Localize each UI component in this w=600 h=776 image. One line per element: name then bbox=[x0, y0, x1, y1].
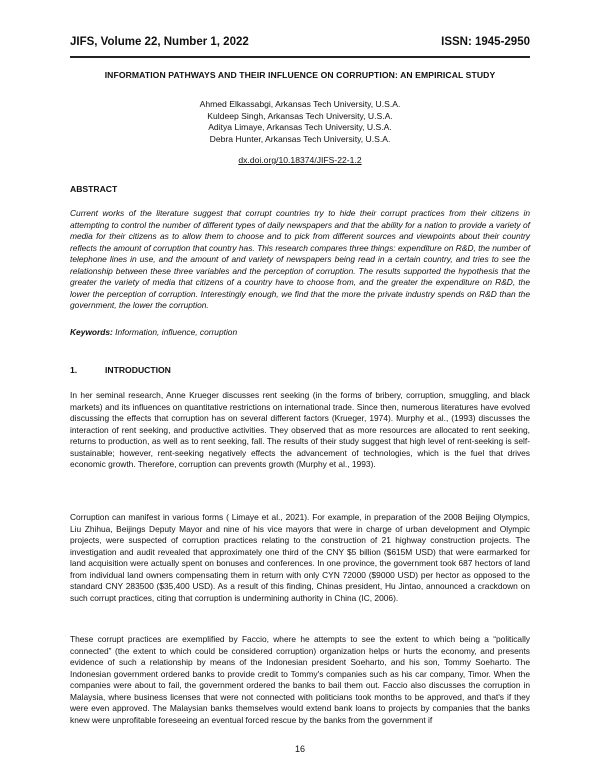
author-line: Kuldeep Singh, Arkansas Tech University, U.S.A. bbox=[207, 110, 393, 121]
keywords-label: Keywords: bbox=[70, 327, 113, 337]
section-heading bbox=[70, 365, 171, 375]
author-line: Debra Hunter, Arkansas Tech University, U.S.A. bbox=[209, 134, 391, 145]
section-number: 1. bbox=[70, 365, 78, 375]
page-number: 16 bbox=[294, 744, 305, 754]
running-header bbox=[70, 36, 530, 56]
issn: ISSN: 1945-2950 bbox=[441, 36, 530, 48]
keywords-text: Information, influence, corruption bbox=[115, 327, 238, 337]
body-paragraph: These corrupt practices are exemplified by Faccio, where he attempts to see the extent to which being a “politically connected” (the extent to which could be considered corruption) organization helps or hurts the economy, and presents evidence of such a relationship by means of the Indonesian president Soeharto, and his son, Tommy Soeharto. The Indonesian government ordered banks to provide credit to Tommy's companies such as his car company, Timor. When the companies were about to fail, the government ordered the banks to bail them out. Faccio also discusses the corruption in Malaysia, where business licenses that were not connected with politicians took months to be approved, and that's if they were even approved. The Malaysian banks themselves would extend bank loans to projects by companies that the banks knew were unprofitable foreseeing an eventual forced rescue by the banks from the government if bbox=[70, 634, 530, 725]
abstract-text: Current works of the literature suggest that corrupt countries try to hide their corrupt practices from their citizens in attempting to control the number of different types of daily newspapers and that the ability for a nation to provide a variety of media for their citizens as to allow them to choose and to pick from different sources and viewpoints about their country reflects the amount of corruption that country has. This research compares three things: expenditure on R&D, the number of telephone lines in use, and the amount of and variety of newspapers being read in a certain country, and tries to see the relationship between these three variables and the perception of corruption. The results supported the hypothesis that the greater the variety of media that citizens of a country have to choose from, and the greater the expenditure on R&D, the lower the perception of corruption. Interestingly enough, we find that the more the private industry spends on R&D than the government, the lower the corruption. bbox=[70, 208, 530, 311]
body-paragraph: In her seminal research, Anne Krueger discusses rent seeking (in the forms of bribery, corruption, smuggling, and black markets) and its influences on quantitative restrictions on international trade. Since then, numerous literatures have evolved discussing the effects that corruption has on several different factors (Krueger, 1974). Murphy et al., (1993) discusses the interaction of rent seeking, and productive activities. They observed that as more resources are allocated to rent seeking, returns to production, as well as to rent seeking, fall. The results of their study suggest that high level of rent-seeking is self-sustainable; however, rent-seeking negatively effects the advancement of technologies, which is the fuel that drives economic growth. Therefore, corruption can prevents growth (Murphy et al., 1993). bbox=[70, 390, 530, 470]
author-line: Ahmed Elkassabgi, Arkansas Tech University, U.S.A. bbox=[199, 99, 401, 109]
doi-link[interactable]: dx.doi.org/10.18374/JIFS-22-1.2 bbox=[238, 155, 362, 165]
keywords-line bbox=[70, 327, 530, 337]
journal-info: JIFS, Volume 22, Number 1, 2022 bbox=[70, 36, 249, 48]
abstract-heading: ABSTRACT bbox=[70, 184, 118, 194]
header-rule bbox=[70, 56, 530, 58]
author-list bbox=[70, 99, 530, 146]
paper-title: INFORMATION PATHWAYS AND THEIR INFLUENCE ON CORRUPTION: AN EMPIRICAL STUDY bbox=[104, 70, 496, 80]
body-paragraph: Corruption can manifest in various forms ( Limaye et al., 2021). For example, in preparation of the 2008 Beijing Olympics, Liu Zhihua, Beijings Deputy Mayor and nine of his vice mayors that were in charge of urban development and Olympic projects, were suspected of corruption practices relating to the construction of 21 highway construction projects. The investigation and audit revealed that approximately one third of the CNY $5 billion ($615M USD) that were earmarked for land acquisition were actually spent on bonuses and conferences. In one province, the government took 687 hectors of land from individual land owners compensating them in return with only CYN 72000 ($9000 USD) per hector as opposed to the standard CNY 283500 ($35,400 USD). As a result of this finding, Chinas president, Hu Jintao, announced a crackdown on such corrupt practices, citing that corruption is undermining authority in China (IC, 2006). bbox=[70, 512, 530, 603]
author-line: Aditya Limaye, Arkansas Tech University, U.S.A. bbox=[208, 122, 392, 133]
section-title: INTRODUCTION bbox=[105, 365, 171, 375]
